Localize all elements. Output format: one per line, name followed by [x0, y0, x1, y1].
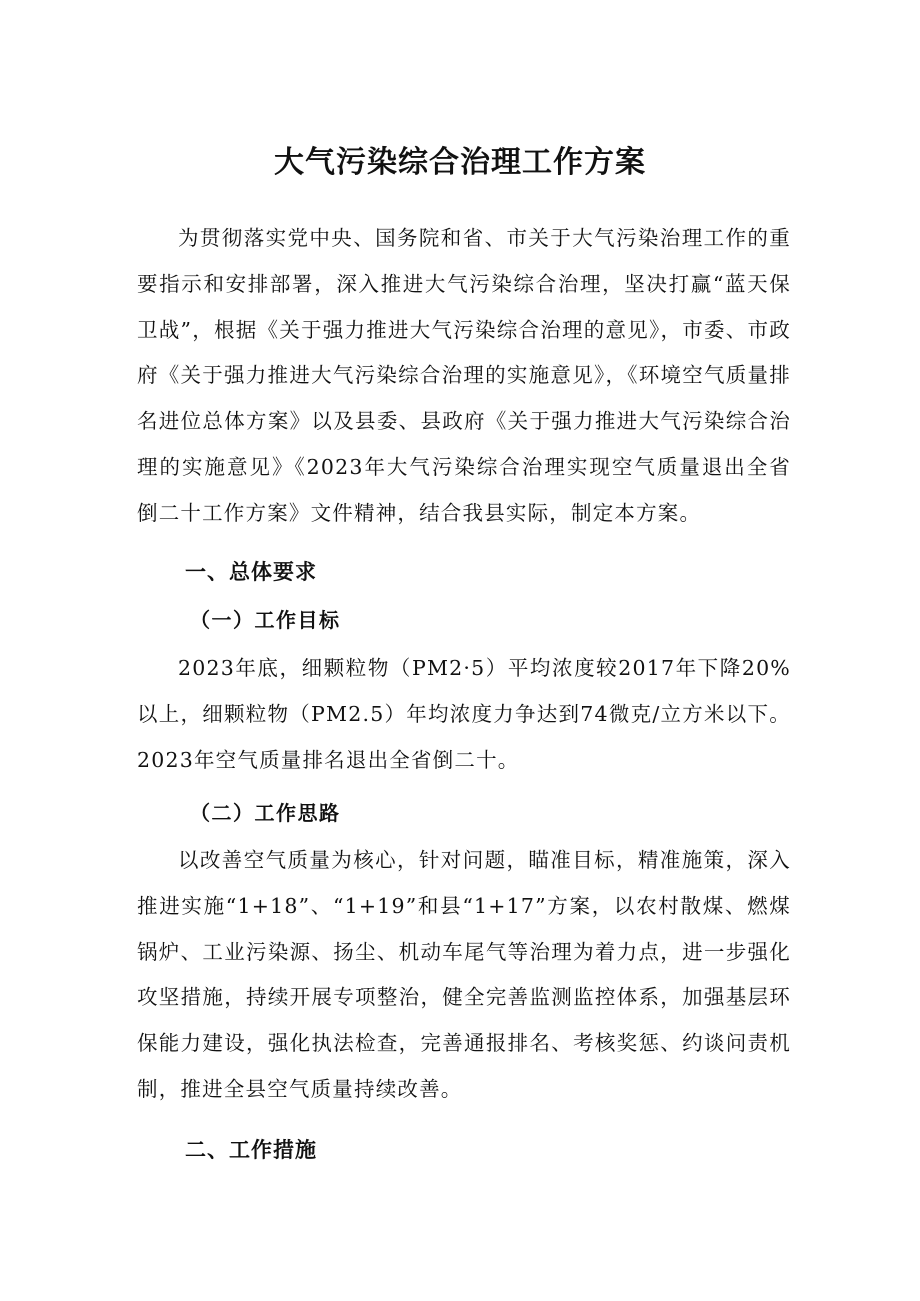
work-approach-paragraph: 以改善空气质量为核心，针对问题，瞄准目标，精准施策，深入推进实施“1+18”、“1+19”和县“1+17”方案，以农村散煤、燃煤锅炉、工业污染源、扬尘、机动车尾气等治理为着力点，进一步强化攻坚措施，持续开展专项整治，健全完善监测监控体系，加强基层环保能力建设，强化执法检查，完善通报排名、考核奖惩、约谈问责机制，推进全县空气质量持续改善。 — [137, 848, 791, 1101]
intro-paragraph: 为贯彻落实党中央、国务院和省、市关于大气污染治理工作的重要指示和安排部署，深入推进大气污染综合治理，坚决打赢“蓝天保卫战”，根据《关于强力推进大气污染综合治理的意见》，市委、市政府《关于强力推进大气污染综合治理的实施意见》，《环境空气质量排名进位总体方案》以及县委、县政府《关于强力推进大气污染综合治理的实施意见》《2023年大气污染综合治理实现空气质量退出全省倒二十工作方案》文件精神，结合我县实际，制定本方案。 — [137, 226, 791, 525]
section-heading-work-measures: 二、工作措施 — [185, 1138, 317, 1162]
subsection-heading-work-goals: （一）工作目标 — [190, 608, 341, 632]
section-heading-general-requirements: 一、总体要求 — [185, 560, 317, 584]
subsection-heading-work-approach: （二）工作思路 — [190, 801, 341, 825]
work-goals-paragraph: 2023年底，细颗粒物（PM2·5）平均浓度较2017年下降20%以上，细颗粒物（PM2.5）年均浓度力争达到74微克/立方米以下。2023年空气质量排名退出全省倒二十。 — [137, 656, 791, 772]
document-title: 大气污染综合治理工作方案 — [274, 145, 646, 180]
